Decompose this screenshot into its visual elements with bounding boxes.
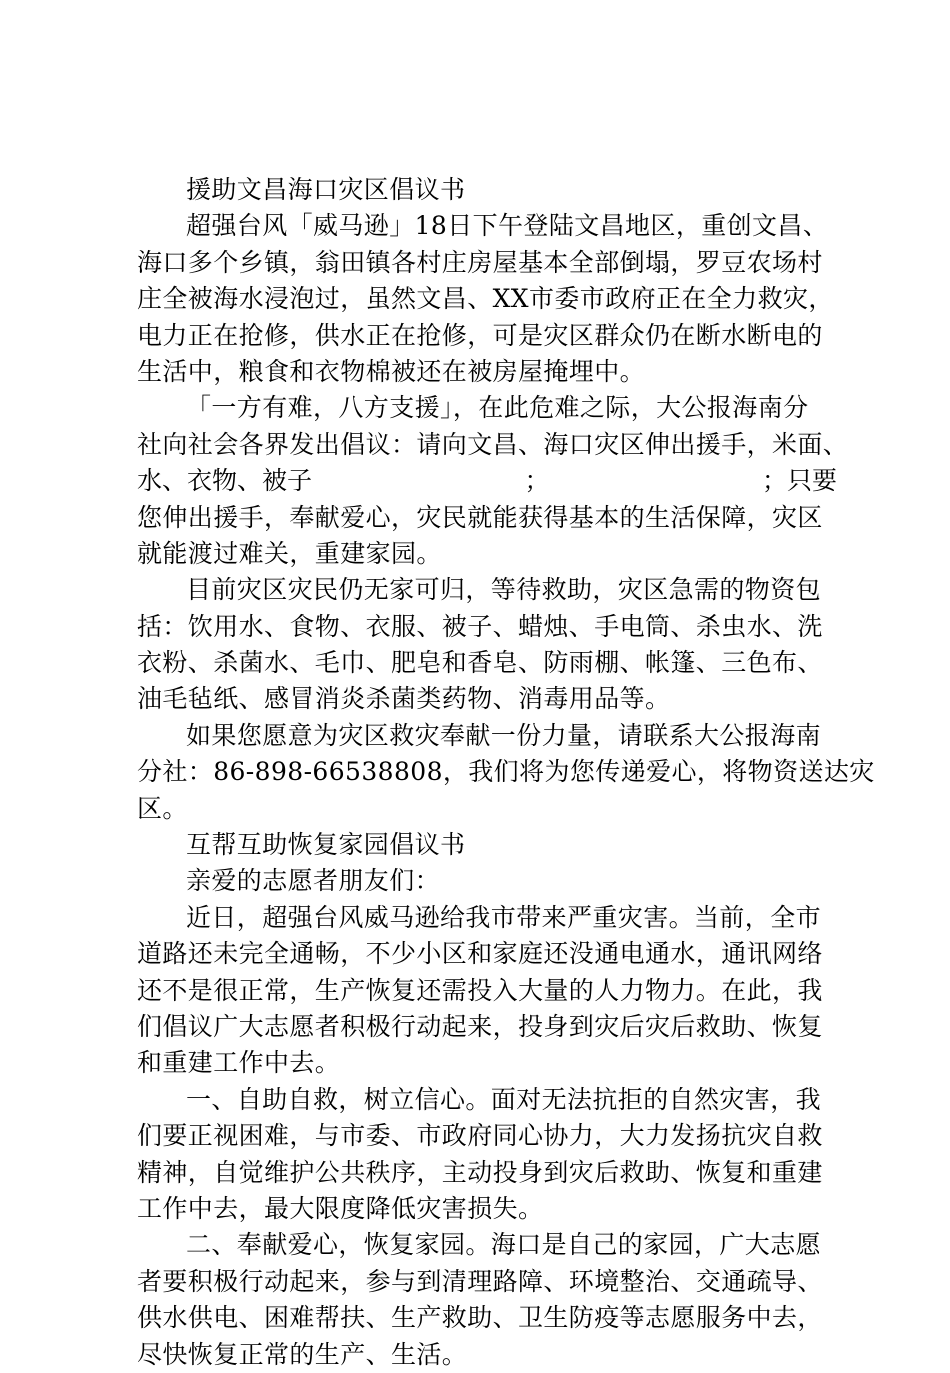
text-line: 二、奉献爱心，恢复家园。海口是自己的家园，广大志愿 bbox=[186, 1230, 822, 1260]
paragraph-3 bbox=[137, 572, 837, 718]
text-line: 社向社会各界发出倡议：请向文昌、海口灾区伸出援手，米面、 bbox=[137, 429, 849, 459]
text-line: 还不是很正常，生产恢复还需投入大量的人力物力。在此，我 bbox=[137, 975, 823, 1005]
text-line: 超强台风「威马逊」18日下午登陆文昌地区，重创文昌、 bbox=[186, 211, 829, 241]
paragraph-2 bbox=[137, 390, 849, 572]
text-line: 近日，超强台风威马逊给我市带来严重灾害。当前，全市 bbox=[186, 902, 822, 932]
text-line: 生活中，粮食和衣物棉被还在被房屋掩埋中。 bbox=[137, 356, 646, 386]
text-line: 您伸出援手，奉献爱心，灾民就能获得基本的生活保障，灾区 bbox=[137, 502, 823, 532]
text-line: 一、自助自救，树立信心。面对无法抗拒的自然灾害，我 bbox=[186, 1084, 822, 1114]
text-line-with-blanks bbox=[137, 463, 837, 499]
text-line: 电力正在抢修，供水正在抢修，可是灾区群众仍在断水断电的 bbox=[137, 320, 823, 350]
doc-title-1: 援助文昌海口灾区倡议书 bbox=[186, 175, 466, 204]
text-line: 括：饮用水、食物、衣服、被子、蜡烛、手电筒、杀虫水、洗 bbox=[137, 611, 823, 641]
text-line: 「一方有难，八方支援」，在此危难之际，大公报海南分 bbox=[186, 393, 809, 423]
salutation: 亲爱的志愿者朋友们： bbox=[186, 866, 441, 896]
document-body bbox=[137, 172, 875, 1373]
text-line: 如果您愿意为灾区救灾奉献一份力量，请联系大公报海南 bbox=[186, 720, 822, 750]
text-line: 就能渡过难关，重建家园。 bbox=[137, 538, 442, 568]
text-line: 目前灾区灾民仍无家可归，等待救助，灾区急需的物资包 bbox=[186, 575, 822, 605]
text-line: 尽快恢复正常的生产、生活。 bbox=[137, 1339, 468, 1369]
text-line: 精神，自觉维护公共秩序，主动投身到灾后救助、恢复和重建 bbox=[137, 1157, 823, 1187]
text-segment: ； bbox=[524, 466, 550, 496]
text-line: 分社：86-898-66538808，我们将为您传递爱心，将物资送达灾 bbox=[137, 757, 875, 787]
text-segment: 水、衣物、被子 bbox=[137, 466, 313, 496]
paragraph-4 bbox=[137, 718, 875, 827]
text-line: 道路还未完全通畅，不少小区和家庭还没通电通水，通讯网络 bbox=[137, 939, 823, 969]
text-line: 庄全被海水浸泡过，虽然文昌、XX市委市政府正在全力救灾， bbox=[137, 284, 834, 314]
text-line: 者要积极行动起来，参与到清理路障、环境整治、交通疏导、 bbox=[137, 1266, 823, 1296]
text-line: 衣粉、杀菌水、毛巾、肥皂和香皂、防雨棚、帐篷、三色布、 bbox=[137, 648, 823, 678]
text-line: 们倡议广大志愿者积极行动起来，投身到灾后灾后救助、恢复 bbox=[137, 1011, 823, 1041]
text-line: 区。 bbox=[137, 793, 188, 823]
paragraph-7 bbox=[137, 1227, 837, 1373]
paragraph-1 bbox=[137, 208, 837, 390]
paragraph-6 bbox=[137, 1082, 837, 1228]
text-segment: ；只要 bbox=[761, 466, 837, 496]
text-line: 油毛毡纸、感冒消炎杀菌类药物、消毒用品等。 bbox=[137, 684, 671, 714]
text-line: 们要正视困难，与市委、市政府同心协力，大力发扬抗灾自救 bbox=[137, 1121, 823, 1151]
doc-title-2: 互帮互助恢复家园倡议书 bbox=[186, 830, 466, 860]
text-line: 工作中去，最大限度降低灾害损失。 bbox=[137, 1193, 544, 1223]
text-line: 和重建工作中去。 bbox=[137, 1048, 341, 1078]
paragraph-5 bbox=[137, 900, 837, 1082]
text-line: 海口多个乡镇，翁田镇各村庄房屋基本全部倒塌，罗豆农场村 bbox=[137, 247, 823, 277]
text-line: 供水供电、困难帮扶、生产救助、卫生防疫等志愿服务中去， bbox=[137, 1303, 823, 1333]
